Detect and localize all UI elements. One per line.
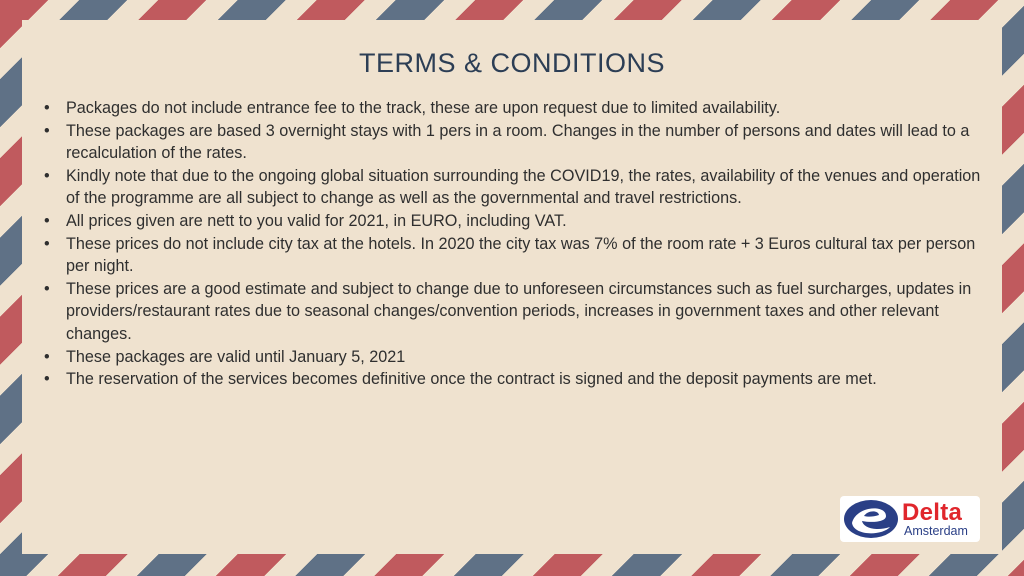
- term-text: These prices do not include city tax at the hotels. In 2020 the city tax was 7% of the room rate + 3 Euros cultural tax per person per night.: [66, 234, 976, 276]
- list-item: [44, 278, 984, 346]
- bullet-icon: •: [44, 347, 50, 366]
- delta-e-logo-icon: [842, 498, 900, 540]
- term-text: Kindly note that due to the ongoing global situation surrounding the COVID19, the rates, availability of the venues and operation of the programme are all subject to change as well as the governmental and travel restrictions.: [66, 166, 981, 208]
- list-item: [44, 165, 984, 210]
- list-item: [44, 210, 984, 233]
- page-title: TERMS & CONDITIONS: [358, 48, 665, 78]
- logo-subtitle: Amsterdam: [904, 524, 968, 538]
- term-text: These packages are based 3 overnight stays with 1 pers in a room. Changes in the number of persons and dates will lead to a recalculation of the rates.: [66, 121, 970, 163]
- bullet-icon: •: [44, 99, 50, 117]
- bullet-icon: •: [44, 166, 50, 185]
- bullet-icon: •: [44, 370, 50, 389]
- bullet-icon: •: [44, 234, 50, 253]
- term-text: These packages are valid until January 5, 2021: [66, 347, 406, 366]
- term-text: These prices are a good estimate and subject to change due to unforeseen circumstances such as fuel surcharges, updates in providers/restaurant rates due to seasonal changes/convention periods, increases in government taxes and other relevant changes.: [66, 279, 972, 343]
- bullet-icon: •: [44, 279, 50, 298]
- delta-amsterdam-logo: [840, 496, 980, 542]
- list-item: [44, 368, 984, 391]
- logo-brand: Delta: [902, 499, 963, 526]
- term-text: All prices given are nett to you valid for 2021, in EURO, including VAT.: [66, 211, 567, 230]
- list-item: [44, 120, 984, 165]
- terms-list: [44, 97, 984, 391]
- list-item: [44, 346, 984, 369]
- bullet-icon: •: [44, 211, 50, 230]
- term-text: Packages do not include entrance fee to the track, these are upon request due to limited availability.: [66, 99, 781, 117]
- list-item: [44, 233, 984, 278]
- term-text: The reservation of the services becomes definitive once the contract is signed and the deposit payments are met.: [66, 370, 877, 389]
- list-item: [44, 97, 984, 120]
- bullet-icon: •: [44, 121, 50, 140]
